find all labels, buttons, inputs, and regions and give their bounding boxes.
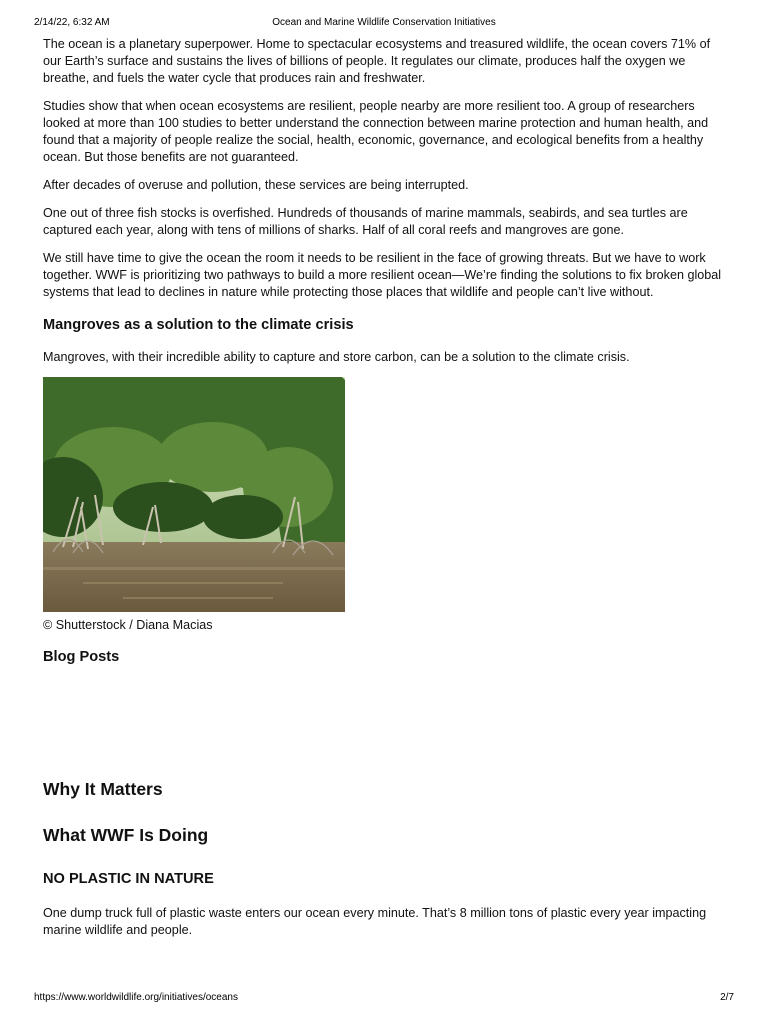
what-wwf-is-doing-heading: What WWF Is Doing — [43, 825, 209, 845]
mangrove-photo — [43, 377, 345, 612]
blog-posts-placeholder — [43, 665, 727, 779]
paragraph-resilience: We still have time to give the ocean the room it needs to be resilient in the face of growing threats. But we have to work together. WWF is prioritizing two pathways to build a more resilient ocean—We’re finding the solutions to fix broken global systems that lead to declines in nature while protecting those places that wildlife and people can’t live without. — [43, 251, 722, 299]
mangroves-heading: Mangroves as a solution to the climate crisis — [43, 317, 354, 333]
print-date: 2/14/22, 6:32 AM — [34, 17, 110, 28]
paragraph-overuse: After decades of overuse and pollution, these services are being interrupted. — [43, 178, 469, 192]
print-page-title: Ocean and Marine Wildlife Conservation Initiatives — [272, 17, 496, 28]
paragraph-intro: The ocean is a planetary superpower. Home to spectacular ecosystems and treasured wildlife, the ocean covers 71% of our Earth’s surface and sustains the lives of billions of people. It regulates our climate, produces half the oxygen we breathe, and fuels the water cycle that produces rain and freshwater. — [43, 37, 711, 85]
article-content — [43, 36, 727, 950]
image-caption: © Shutterstock / Diana Macias — [43, 618, 213, 632]
why-it-matters-heading: Why It Matters — [43, 779, 163, 799]
print-page-number: 2/7 — [720, 992, 734, 1003]
no-plastic-heading: NO PLASTIC IN NATURE — [43, 871, 214, 887]
plastic-text: One dump truck full of plastic waste enters our ocean every minute. That’s 8 million tons of plastic every year impacting marine wildlife and people. — [43, 906, 707, 937]
mangroves-text: Mangroves, with their incredible ability to capture and store carbon, can be a solution to the climate crisis. — [43, 350, 630, 364]
print-url: https://www.worldwildlife.org/initiatives/oceans — [34, 992, 238, 1003]
paragraph-studies: Studies show that when ocean ecosystems are resilient, people nearby are more resilient too. A group of researchers looked at more than 100 studies to better understand the connection between marine protection and human health, and found that a majority of people realize the social, health, economic, governance, and ecological benefits from a healthy ocean. But those benefits are not guaranteed. — [43, 99, 709, 164]
paragraph-fish-stocks: One out of three fish stocks is overfished. Hundreds of thousands of marine mammals, seabirds, and sea turtles are captured each year, along with tens of millions of sharks. Half of all coral reefs and mangroves are gone. — [43, 206, 688, 237]
blog-posts-heading: Blog Posts — [43, 649, 120, 665]
